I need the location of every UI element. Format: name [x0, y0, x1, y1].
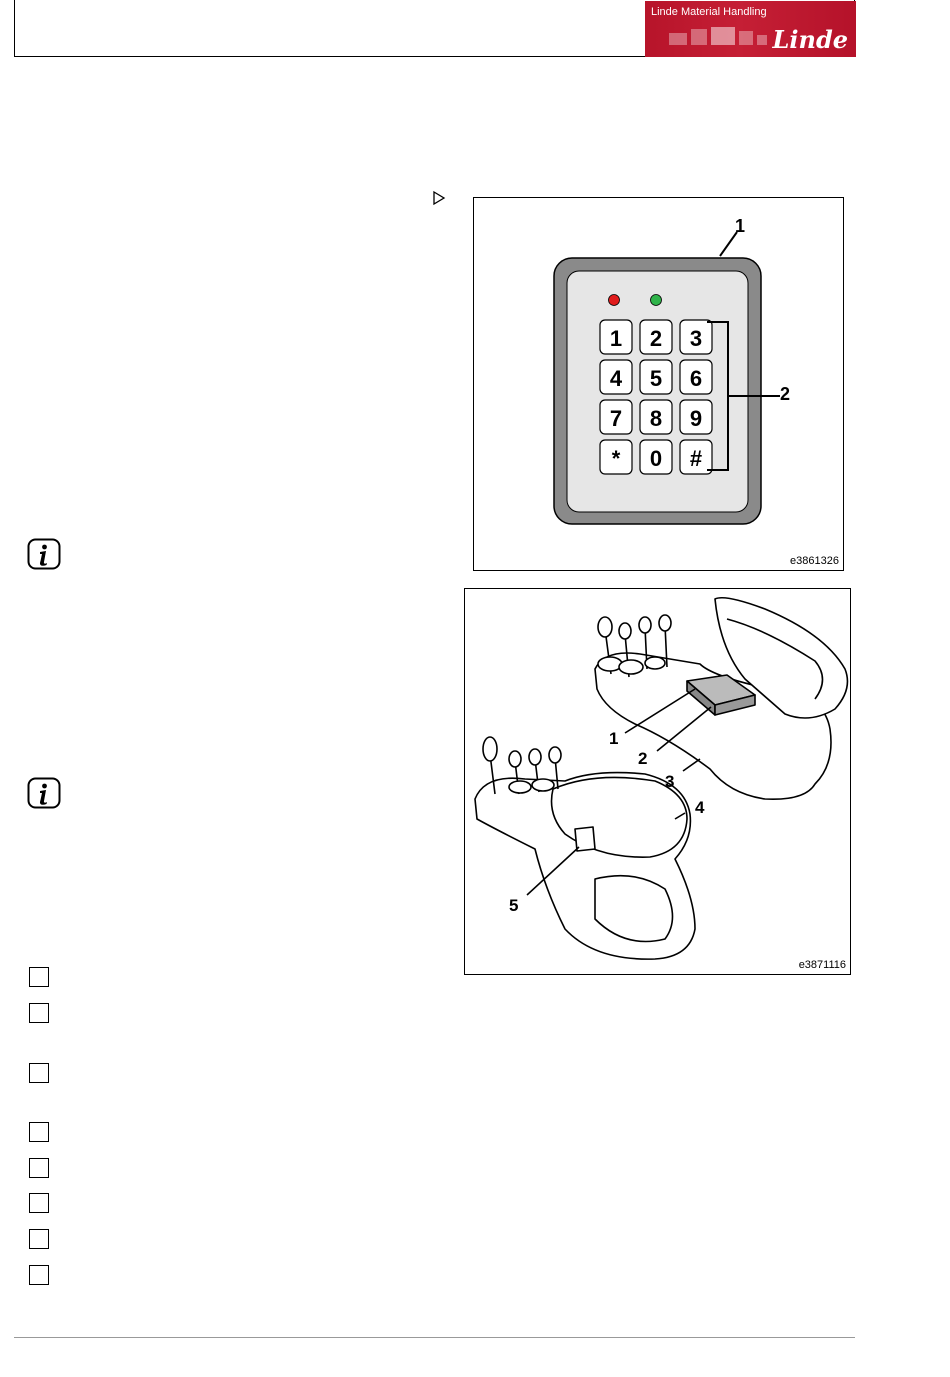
info-icon [27, 538, 61, 570]
checkbox[interactable] [29, 1265, 49, 1285]
callout-1: 1 [735, 216, 746, 236]
keypad-key-label: 5 [649, 366, 663, 391]
checkbox[interactable] [29, 1063, 49, 1083]
keypad-key-label: 8 [649, 406, 663, 431]
keypad-key-label: # [689, 446, 703, 471]
logo-brand-line: Linde Material Handling [651, 6, 767, 18]
callout-5: 5 [509, 896, 519, 915]
figure-code: e3861326 [790, 555, 839, 567]
keypad-key-label: 9 [689, 406, 703, 431]
figure-code: e3871116 [798, 959, 846, 971]
linde-logo [645, 1, 856, 57]
armrest-illustration [465, 589, 850, 974]
checkbox[interactable] [29, 1122, 49, 1142]
keypad-key-label: 3 [689, 326, 703, 351]
keypad-key-label: * [611, 446, 621, 471]
checkbox[interactable] [29, 1003, 49, 1023]
info-icon [27, 777, 61, 809]
checkbox[interactable] [29, 1193, 49, 1213]
checkbox[interactable] [29, 1229, 49, 1249]
callout-3: 3 [665, 772, 675, 791]
triangle-right-icon [432, 190, 446, 206]
figure-keypad [473, 197, 844, 571]
red-led [609, 295, 620, 306]
callout-2: 2 [780, 384, 791, 404]
keypad-key-label: 6 [689, 366, 703, 391]
keypad-key-label: 4 [609, 366, 623, 391]
keypad-key-label: 1 [609, 326, 623, 351]
callout-1: 1 [609, 729, 619, 748]
green-led [651, 295, 662, 306]
callout-2: 2 [638, 749, 648, 768]
figure-armrest [464, 588, 851, 975]
keypad-key-label: 2 [649, 326, 663, 351]
logo-decoration [669, 27, 779, 47]
footer-divider [14, 1337, 855, 1338]
keypad-illustration [474, 198, 843, 570]
keypad-key-label: 7 [609, 406, 623, 431]
checkbox[interactable] [29, 1158, 49, 1178]
checkbox[interactable] [29, 967, 49, 987]
logo-brand-name: Linde [772, 25, 848, 54]
keypad-key-label: 0 [649, 446, 663, 471]
callout-4: 4 [695, 798, 705, 817]
